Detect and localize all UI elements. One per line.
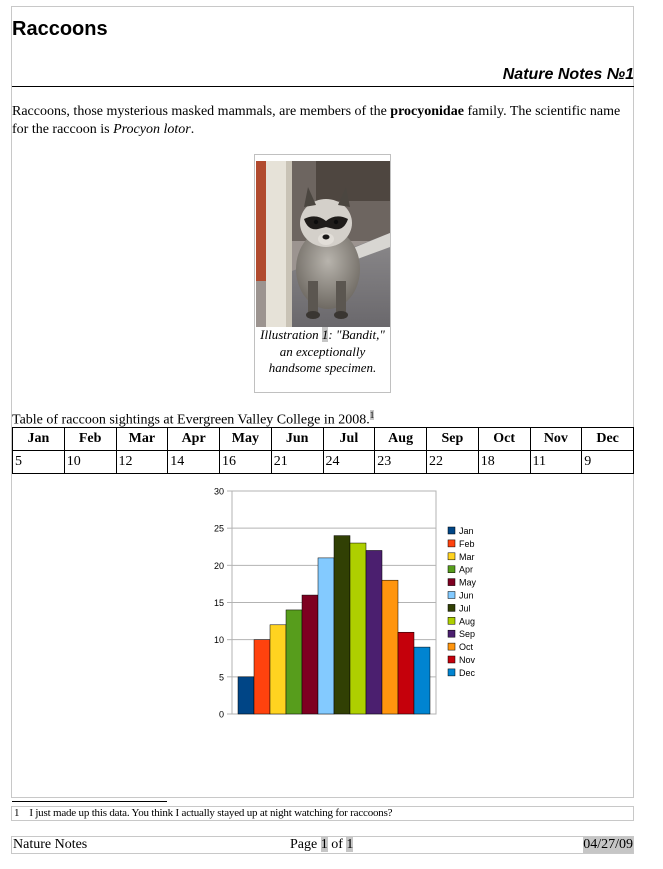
table-caption [12, 410, 374, 429]
legend-swatch-jun [448, 592, 455, 599]
bar-oct [382, 580, 398, 714]
legend-label-may: May [459, 577, 477, 588]
y-tick-label: 5 [218, 672, 224, 683]
bar-jun [318, 558, 334, 714]
legend-swatch-oct [448, 643, 455, 650]
page-current: 1 [320, 837, 328, 852]
caption-text: : "Bandit," an exceptionally handsome specimen. [268, 327, 385, 375]
legend-swatch-mar [448, 553, 455, 560]
value-cell: 5 [13, 451, 65, 474]
bar-sep [366, 550, 382, 714]
legend-label-apr: Apr [459, 564, 474, 575]
intro-text-3: . [190, 122, 195, 137]
header-cell: Nov [530, 428, 582, 451]
bar-dec [414, 647, 430, 714]
legend-label-feb: Feb [459, 538, 475, 549]
y-tick-label: 25 [213, 523, 224, 534]
value-cell: 22 [427, 451, 479, 474]
header-cell: Jul [323, 428, 375, 451]
y-tick-label: 15 [213, 598, 224, 608]
footnote-text: I just made up this data. You think I actually stayed up at night watching for raccoons? [29, 807, 393, 819]
sightings-table [12, 427, 634, 474]
header-cell: May [220, 428, 272, 451]
y-tick-label: 30 [213, 486, 224, 497]
value-cell: 21 [271, 451, 323, 474]
bar-feb [254, 640, 270, 714]
legend-swatch-apr [448, 566, 455, 573]
table-row [13, 451, 634, 474]
legend-label-dec: Dec [459, 667, 476, 678]
document-subtitle: Nature Notes №1 [502, 66, 634, 83]
header-cell: Dec [582, 428, 634, 451]
legend-swatch-may [448, 579, 455, 586]
bar-apr [286, 610, 302, 714]
legend-label-jun: Jun [459, 590, 474, 601]
footnote [11, 806, 634, 821]
bar-may [302, 595, 318, 714]
legend-swatch-sep [448, 630, 455, 637]
legend-label-oct: Oct [459, 642, 474, 653]
value-cell: 23 [375, 451, 427, 474]
value-cell: 12 [116, 451, 168, 474]
legend-swatch-jul [448, 604, 455, 611]
illustration-frame [254, 154, 391, 393]
intro-paragraph [12, 103, 634, 139]
title-rule [12, 86, 634, 87]
value-cell: 9 [582, 451, 634, 474]
page-total: 1 [346, 837, 354, 852]
legend-swatch-jan [448, 527, 455, 534]
y-tick-label: 10 [213, 635, 224, 646]
caption-number: 1 [321, 327, 329, 342]
header-cell: Aug [375, 428, 427, 451]
legend-swatch-feb [448, 540, 455, 547]
bar-jul [334, 536, 350, 714]
illustration-caption [257, 327, 388, 377]
value-cell: 10 [64, 451, 116, 474]
caption-label: Illustration [260, 327, 322, 342]
header-cell: Feb [64, 428, 116, 451]
footnote-reference[interactable]: 1 [369, 410, 375, 420]
legend-label-jul: Jul [459, 603, 471, 614]
value-cell: 16 [220, 451, 272, 474]
bar-mar [270, 625, 286, 714]
bar-jan [238, 677, 254, 714]
header-cell: Jun [271, 428, 323, 451]
legend-label-jan: Jan [459, 526, 474, 536]
y-tick-label: 20 [213, 560, 224, 571]
legend-label-sep: Sep [459, 629, 476, 640]
document-title: Raccoons [12, 18, 108, 40]
bar-aug [350, 543, 366, 714]
table-header-row [13, 428, 634, 451]
table-caption-text: Table of raccoon sightings at Evergreen Valley College in 2008. [12, 412, 370, 428]
header-cell: Oct [478, 428, 530, 451]
legend-label-mar: Mar [459, 551, 475, 562]
value-cell: 18 [478, 451, 530, 474]
legend-swatch-nov [448, 656, 455, 663]
legend-label-aug: Aug [459, 616, 476, 627]
family-name: procyonidae [390, 104, 464, 119]
legend-swatch-dec [448, 669, 455, 676]
header-cell: Mar [116, 428, 168, 451]
scientific-name: Procyon lotor [113, 122, 191, 137]
legend-label-nov: Nov [459, 655, 476, 665]
intro-text-2: family. The scientific name for the raccoon is [12, 104, 621, 137]
legend-swatch-aug [448, 617, 455, 624]
header-cell: Apr [168, 428, 220, 451]
value-cell: 14 [168, 451, 220, 474]
footer-date: 04/27/09 [583, 837, 633, 852]
value-cell: 24 [323, 451, 375, 474]
header-cell: Jan [13, 428, 65, 451]
intro-text-1: Raccoons, those mysterious masked mammals, are members of the [12, 104, 391, 119]
page-of: of [327, 837, 347, 852]
y-tick-label: 0 [218, 709, 224, 720]
footer-title: Nature Notes [13, 837, 88, 852]
footnote-number: 1 [14, 807, 20, 819]
footnote-separator [12, 801, 167, 802]
page-footer [11, 836, 634, 854]
page-label: Page [290, 837, 321, 852]
sightings-bar-chart [195, 482, 485, 722]
raccoon-photo [256, 161, 390, 327]
bar-nov [398, 632, 414, 714]
page-number [290, 837, 353, 853]
header-cell: Sep [427, 428, 479, 451]
value-cell: 11 [530, 451, 582, 474]
